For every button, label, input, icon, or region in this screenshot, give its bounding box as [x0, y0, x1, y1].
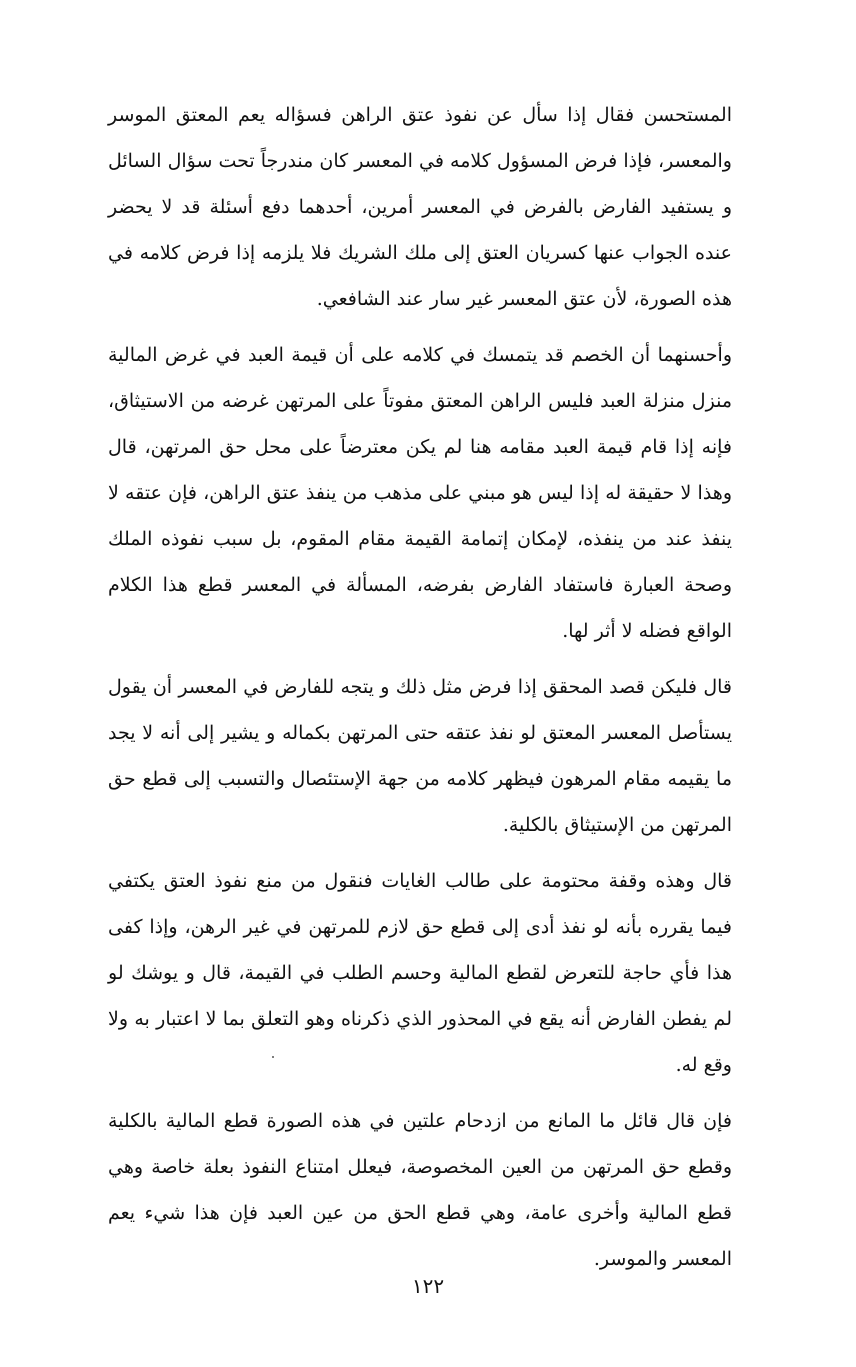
paragraph-4: قال وهذه وقفة محتومة على طالب الغايات فنقول من منع نفوذ العتق يكتفي فيما يقرره بأنه لو نفذ أدى إلى قطع حق لازم للمرتهن في غير الرهن، وإذا كفى هذا فأي حاجة للتعرض لقطع المالية وحسم الطلب في القيمة، قال و يوشك لو لم يفطن الفارض أنه يقع في المحذور الذي ذكرناه وهو التعلق بما لا اعتبار به ولا وقع له.	[108, 870, 732, 1076]
ink-speck	[272, 1056, 274, 1058]
paragraph-1: المستحسن فقال إذا سأل عن نفوذ عتق الراهن فسؤاله يعم المعتق الموسر والمعسر، فإذا فرض المسؤول كلامه في المعسر كان مندرجاً تحت سؤال السائل و يستفيد الفارض بالفرض في المعسر أمرين، أحدهما دفع أسئلة قد لا يحضر عنده الجواب عنها كسريان العتق إلى ملك الشريك فلا يلزمه إذا فرض كلامه في هذه الصورة، لأن عتق المعسر غير سار عند الشافعي.	[108, 104, 733, 310]
paragraph-5: فإن قال قائل ما المانع من ازدحام علتين في هذه الصورة قطع المالية بالكلية وقطع حق المرتهن من العين المخصوصة، فيعلل امتناع النفوذ بعلة خاصة وهي قطع المالية وأخرى عامة، وهي قطع الحق من عين العبد فإن هذا شيء يعم المعسر والموسر.	[108, 1110, 732, 1270]
paragraph-2: وأحسنهما أن الخصم قد يتمسك في كلامه على أن قيمة العبد في غرض المالية منزل منزلة العبد فليس الراهن المعتق مفوتاً على المرتهن غرضه من الاستيثاق، فإنه إذا قام قيمة العبد مقامه هنا لم يكن معترضاً على محل حق المرتهن، قال وهذا لا حقيقة له إذا ليس هو مبني على مذهب من ينفذ عتق الراهن، فإن عتقه لا ينفذ عند من ينفذه، لإمكان إتمامة القيمة مقام المقوم، بل سبب نفوذه الملك وصحة العبارة فاستفاد الفارض بفرضه، المسألة في المعسر قطع هذا الكلام الواقع فضله لا أثر لها.	[108, 344, 732, 642]
paragraph-3: قال فليكن قصد المحقق إذا فرض مثل ذلك و يتجه للفارض في المعسر أن يقول يستأصل المعسر المعتق لو نفذ عتقه حتى المرتهن بكماله و يشير إلى أنه لا يجد ما يقيمه مقام المرهون فيظهر كلامه من جهة الإستئصال والتسبب إلى قطع حق المرتهن من الإستيثاق بالكلية.	[108, 676, 732, 836]
page-number: ١٢٢	[411, 1274, 445, 1298]
body-text	[108, 92, 732, 1282]
